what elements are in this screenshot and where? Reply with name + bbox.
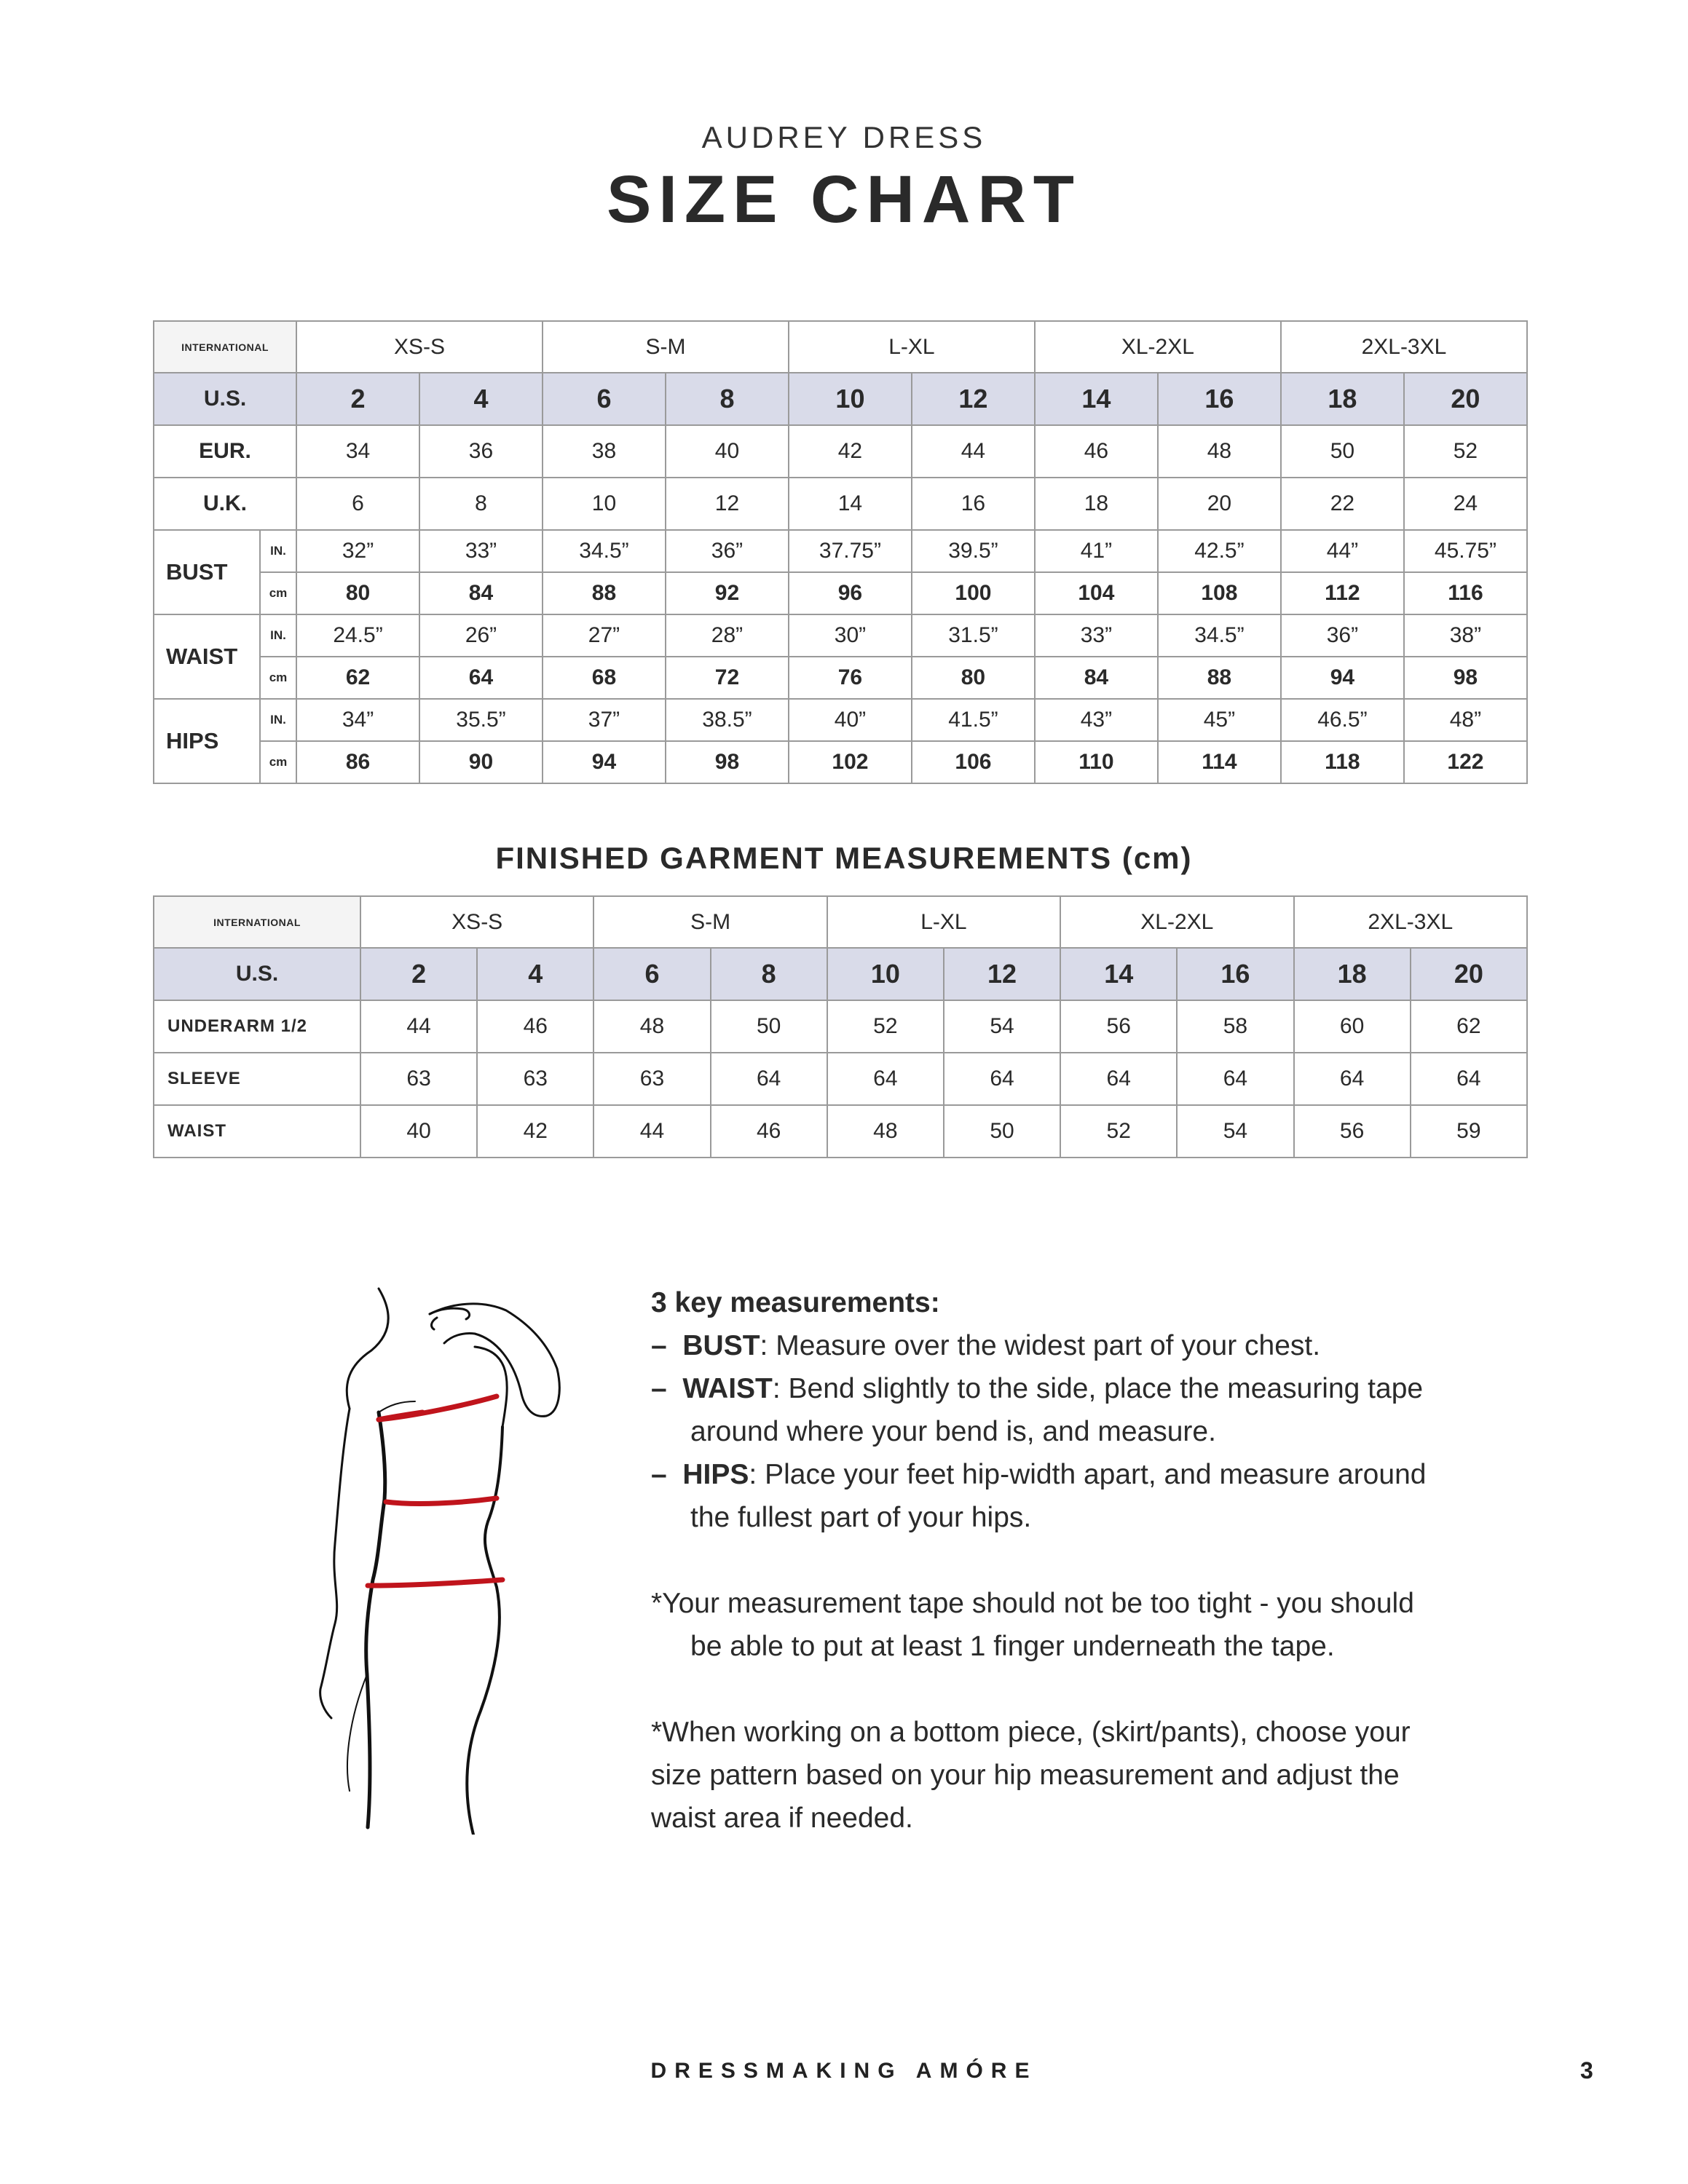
uk-size: 14 <box>789 478 912 530</box>
us-size: 16 <box>1177 948 1293 1000</box>
bust-cm: 84 <box>419 572 543 614</box>
unit-cm: cm <box>260 572 296 614</box>
sleeve-value: 64 <box>1177 1053 1293 1105</box>
hips-cm: 94 <box>543 741 666 783</box>
us-size: 10 <box>789 373 912 425</box>
bust-cm: 96 <box>789 572 912 614</box>
underarm-value: 44 <box>360 1000 477 1053</box>
waist-in: 38” <box>1404 614 1527 657</box>
uk-size: 16 <box>912 478 1035 530</box>
waist-instruction-cont: around where your bend is, and measure. <box>690 1416 1216 1447</box>
size-group: XL-2XL <box>1060 896 1293 948</box>
size-group: XS-S <box>360 896 593 948</box>
figure-outline-left <box>347 1289 388 1409</box>
us-size: 12 <box>944 948 1060 1000</box>
sleeve-value: 64 <box>1294 1053 1411 1105</box>
hips-instruction-cont: the fullest part of your hips. <box>690 1502 1032 1533</box>
uk-size: 22 <box>1281 478 1404 530</box>
measurement-instructions <box>651 1281 1452 1840</box>
us-size: 2 <box>360 948 477 1000</box>
eur-size: 52 <box>1404 425 1527 478</box>
waist-cm: 80 <box>912 657 1035 699</box>
bust-in: 42.5” <box>1158 530 1281 572</box>
bottom-piece-note-cont: size pattern based on your hip measurement and adjust the <box>651 1760 1400 1791</box>
waist-cm: 94 <box>1281 657 1404 699</box>
bust-cm: 112 <box>1281 572 1404 614</box>
uk-size: 8 <box>419 478 543 530</box>
waist-value: 46 <box>711 1105 827 1158</box>
sleeve-value: 63 <box>360 1053 477 1105</box>
sleeve-value: 64 <box>1411 1053 1527 1105</box>
waist-value: 42 <box>477 1105 593 1158</box>
bust-in: 44” <box>1281 530 1404 572</box>
eur-size: 36 <box>419 425 543 478</box>
bust-label: BUST <box>154 530 260 614</box>
underarm-value: 48 <box>593 1000 710 1053</box>
unit-inches: IN. <box>260 530 296 572</box>
hips-in: 35.5” <box>419 699 543 741</box>
sleeve-value: 64 <box>1060 1053 1177 1105</box>
unit-inches: IN. <box>260 699 296 741</box>
size-group: XS-S <box>296 321 543 373</box>
us-size: 8 <box>711 948 827 1000</box>
document-title: SIZE CHART <box>607 162 1081 237</box>
hips-in: 41.5” <box>912 699 1035 741</box>
waist-value: 54 <box>1177 1105 1293 1158</box>
instructions-heading: 3 key measurements: <box>651 1287 940 1318</box>
waist-value: 59 <box>1411 1105 1527 1158</box>
waist-label: WAIST <box>154 1105 360 1158</box>
eur-size: 34 <box>296 425 419 478</box>
garment-section-title: FINISHED GARMENT MEASUREMENTS (cm) <box>495 841 1193 875</box>
underarm-value: 58 <box>1177 1000 1293 1053</box>
bust-in: 39.5” <box>912 530 1035 572</box>
international-header: INTERNATIONAL <box>154 896 360 948</box>
waist-instruction: : Bend slightly to the side, place the measuring tape <box>772 1373 1424 1404</box>
hips-cm: 90 <box>419 741 543 783</box>
eur-size: 42 <box>789 425 912 478</box>
hips-cm: 98 <box>666 741 789 783</box>
bust-cm: 116 <box>1404 572 1527 614</box>
bust-cm: 104 <box>1035 572 1158 614</box>
eur-size: 40 <box>666 425 789 478</box>
waist-cm: 68 <box>543 657 666 699</box>
hips-instruction: : Place your feet hip-width apart, and measure around <box>749 1459 1427 1490</box>
bullet-dash: – <box>651 1330 667 1361</box>
eur-size: 50 <box>1281 425 1404 478</box>
bust-term: BUST <box>682 1330 760 1361</box>
bust-instruction: : Measure over the widest part of your chest. <box>760 1330 1321 1361</box>
us-size: 14 <box>1060 948 1177 1000</box>
us-size: 20 <box>1411 948 1527 1000</box>
sleeve-value: 63 <box>477 1053 593 1105</box>
us-label: U.S. <box>154 948 360 1000</box>
hips-in: 43” <box>1035 699 1158 741</box>
hips-cm: 102 <box>789 741 912 783</box>
bust-cm: 80 <box>296 572 419 614</box>
sleeve-value: 64 <box>944 1053 1060 1105</box>
bottom-piece-note-end: waist area if needed. <box>651 1803 913 1834</box>
waist-cm: 88 <box>1158 657 1281 699</box>
uk-size: 6 <box>296 478 419 530</box>
hips-in: 37” <box>543 699 666 741</box>
hips-cm: 114 <box>1158 741 1281 783</box>
us-size: 8 <box>666 373 789 425</box>
us-size: 4 <box>419 373 543 425</box>
unit-cm: cm <box>260 741 296 783</box>
waist-term: WAIST <box>682 1373 773 1404</box>
sleeve-value: 63 <box>593 1053 710 1105</box>
size-group: L-XL <box>789 321 1035 373</box>
uk-label: U.K. <box>154 478 296 530</box>
waist-in: 28” <box>666 614 789 657</box>
sleeve-value: 64 <box>711 1053 827 1105</box>
underarm-value: 46 <box>477 1000 593 1053</box>
bust-in: 36” <box>666 530 789 572</box>
underarm-value: 54 <box>944 1000 1060 1053</box>
size-group: L-XL <box>827 896 1060 948</box>
underarm-value: 56 <box>1060 1000 1177 1053</box>
uk-size: 18 <box>1035 478 1158 530</box>
document-subtitle: AUDREY DRESS <box>701 120 987 154</box>
hips-term: HIPS <box>682 1459 749 1490</box>
size-chart-table <box>153 320 1528 784</box>
bust-in: 37.75” <box>789 530 912 572</box>
us-size: 16 <box>1158 373 1281 425</box>
waist-cm: 76 <box>789 657 912 699</box>
bust-in: 34.5” <box>543 530 666 572</box>
size-group: 2XL-3XL <box>1294 896 1528 948</box>
underarm-label: UNDERARM 1/2 <box>154 1000 360 1053</box>
us-size: 20 <box>1404 373 1527 425</box>
us-label: U.S. <box>154 373 296 425</box>
size-group: S-M <box>593 896 827 948</box>
bust-in: 32” <box>296 530 419 572</box>
us-size: 18 <box>1281 373 1404 425</box>
waist-value: 48 <box>827 1105 944 1158</box>
us-size: 10 <box>827 948 944 1000</box>
waist-in: 34.5” <box>1158 614 1281 657</box>
underarm-value: 60 <box>1294 1000 1411 1053</box>
international-header: INTERNATIONAL <box>154 321 296 373</box>
us-size: 6 <box>593 948 710 1000</box>
waist-in: 33” <box>1035 614 1158 657</box>
uk-size: 24 <box>1404 478 1527 530</box>
hips-in: 48” <box>1404 699 1527 741</box>
uk-size: 10 <box>543 478 666 530</box>
uk-size: 12 <box>666 478 789 530</box>
waist-value: 56 <box>1294 1105 1411 1158</box>
underarm-value: 52 <box>827 1000 944 1053</box>
underarm-value: 62 <box>1411 1000 1527 1053</box>
bullet-dash: – <box>651 1459 667 1490</box>
hips-cm: 110 <box>1035 741 1158 783</box>
body-figure-illustration <box>306 1281 583 1835</box>
bullet-dash: – <box>651 1373 667 1404</box>
us-size: 2 <box>296 373 419 425</box>
unit-inches: IN. <box>260 614 296 657</box>
hips-label: HIPS <box>154 699 260 783</box>
waist-in: 30” <box>789 614 912 657</box>
waist-measure-line <box>386 1498 497 1503</box>
waist-cm: 98 <box>1404 657 1527 699</box>
hips-cm: 118 <box>1281 741 1404 783</box>
page-number: 3 <box>1580 2057 1593 2084</box>
waist-cm: 62 <box>296 657 419 699</box>
size-group: S-M <box>543 321 789 373</box>
waist-value: 44 <box>593 1105 710 1158</box>
waist-in: 24.5” <box>296 614 419 657</box>
tape-note-cont: be able to put at least 1 finger underneath the tape. <box>690 1631 1335 1662</box>
bust-cm: 88 <box>543 572 666 614</box>
footer-brand: DRESSMAKING AMÓRE <box>650 2059 1038 2083</box>
garment-measurements-table <box>153 895 1528 1158</box>
bust-cm: 100 <box>912 572 1035 614</box>
sleeve-label: SLEEVE <box>154 1053 360 1105</box>
hips-in: 34” <box>296 699 419 741</box>
us-size: 12 <box>912 373 1035 425</box>
size-group: XL-2XL <box>1035 321 1281 373</box>
bottom-piece-note: *When working on a bottom piece, (skirt/pants), choose your <box>651 1717 1411 1748</box>
hips-cm: 86 <box>296 741 419 783</box>
bust-in: 33” <box>419 530 543 572</box>
waist-in: 36” <box>1281 614 1404 657</box>
waist-label: WAIST <box>154 614 260 699</box>
us-size: 14 <box>1035 373 1158 425</box>
eur-label: EUR. <box>154 425 296 478</box>
waist-cm: 64 <box>419 657 543 699</box>
waist-value: 40 <box>360 1105 477 1158</box>
size-group: 2XL-3XL <box>1281 321 1527 373</box>
eur-size: 48 <box>1158 425 1281 478</box>
eur-size: 38 <box>543 425 666 478</box>
waist-in: 31.5” <box>912 614 1035 657</box>
measurement-lines <box>368 1396 502 1586</box>
waist-value: 50 <box>944 1105 1060 1158</box>
eur-size: 46 <box>1035 425 1158 478</box>
waist-value: 52 <box>1060 1105 1177 1158</box>
bust-in: 45.75” <box>1404 530 1527 572</box>
bust-cm: 92 <box>666 572 789 614</box>
waist-in: 26” <box>419 614 543 657</box>
tape-note: *Your measurement tape should not be too tight - you should <box>651 1588 1414 1619</box>
hips-in: 45” <box>1158 699 1281 741</box>
waist-cm: 84 <box>1035 657 1158 699</box>
hips-cm: 122 <box>1404 741 1527 783</box>
unit-cm: cm <box>260 657 296 699</box>
underarm-value: 50 <box>711 1000 827 1053</box>
waist-in: 27” <box>543 614 666 657</box>
hips-cm: 106 <box>912 741 1035 783</box>
us-size: 6 <box>543 373 666 425</box>
hips-in: 46.5” <box>1281 699 1404 741</box>
sleeve-value: 64 <box>827 1053 944 1105</box>
eur-size: 44 <box>912 425 1035 478</box>
us-size: 18 <box>1294 948 1411 1000</box>
uk-size: 20 <box>1158 478 1281 530</box>
hips-measure-line <box>368 1580 502 1586</box>
bust-in: 41” <box>1035 530 1158 572</box>
hips-in: 40” <box>789 699 912 741</box>
waist-cm: 72 <box>666 657 789 699</box>
us-size: 4 <box>477 948 593 1000</box>
hips-in: 38.5” <box>666 699 789 741</box>
bust-cm: 108 <box>1158 572 1281 614</box>
